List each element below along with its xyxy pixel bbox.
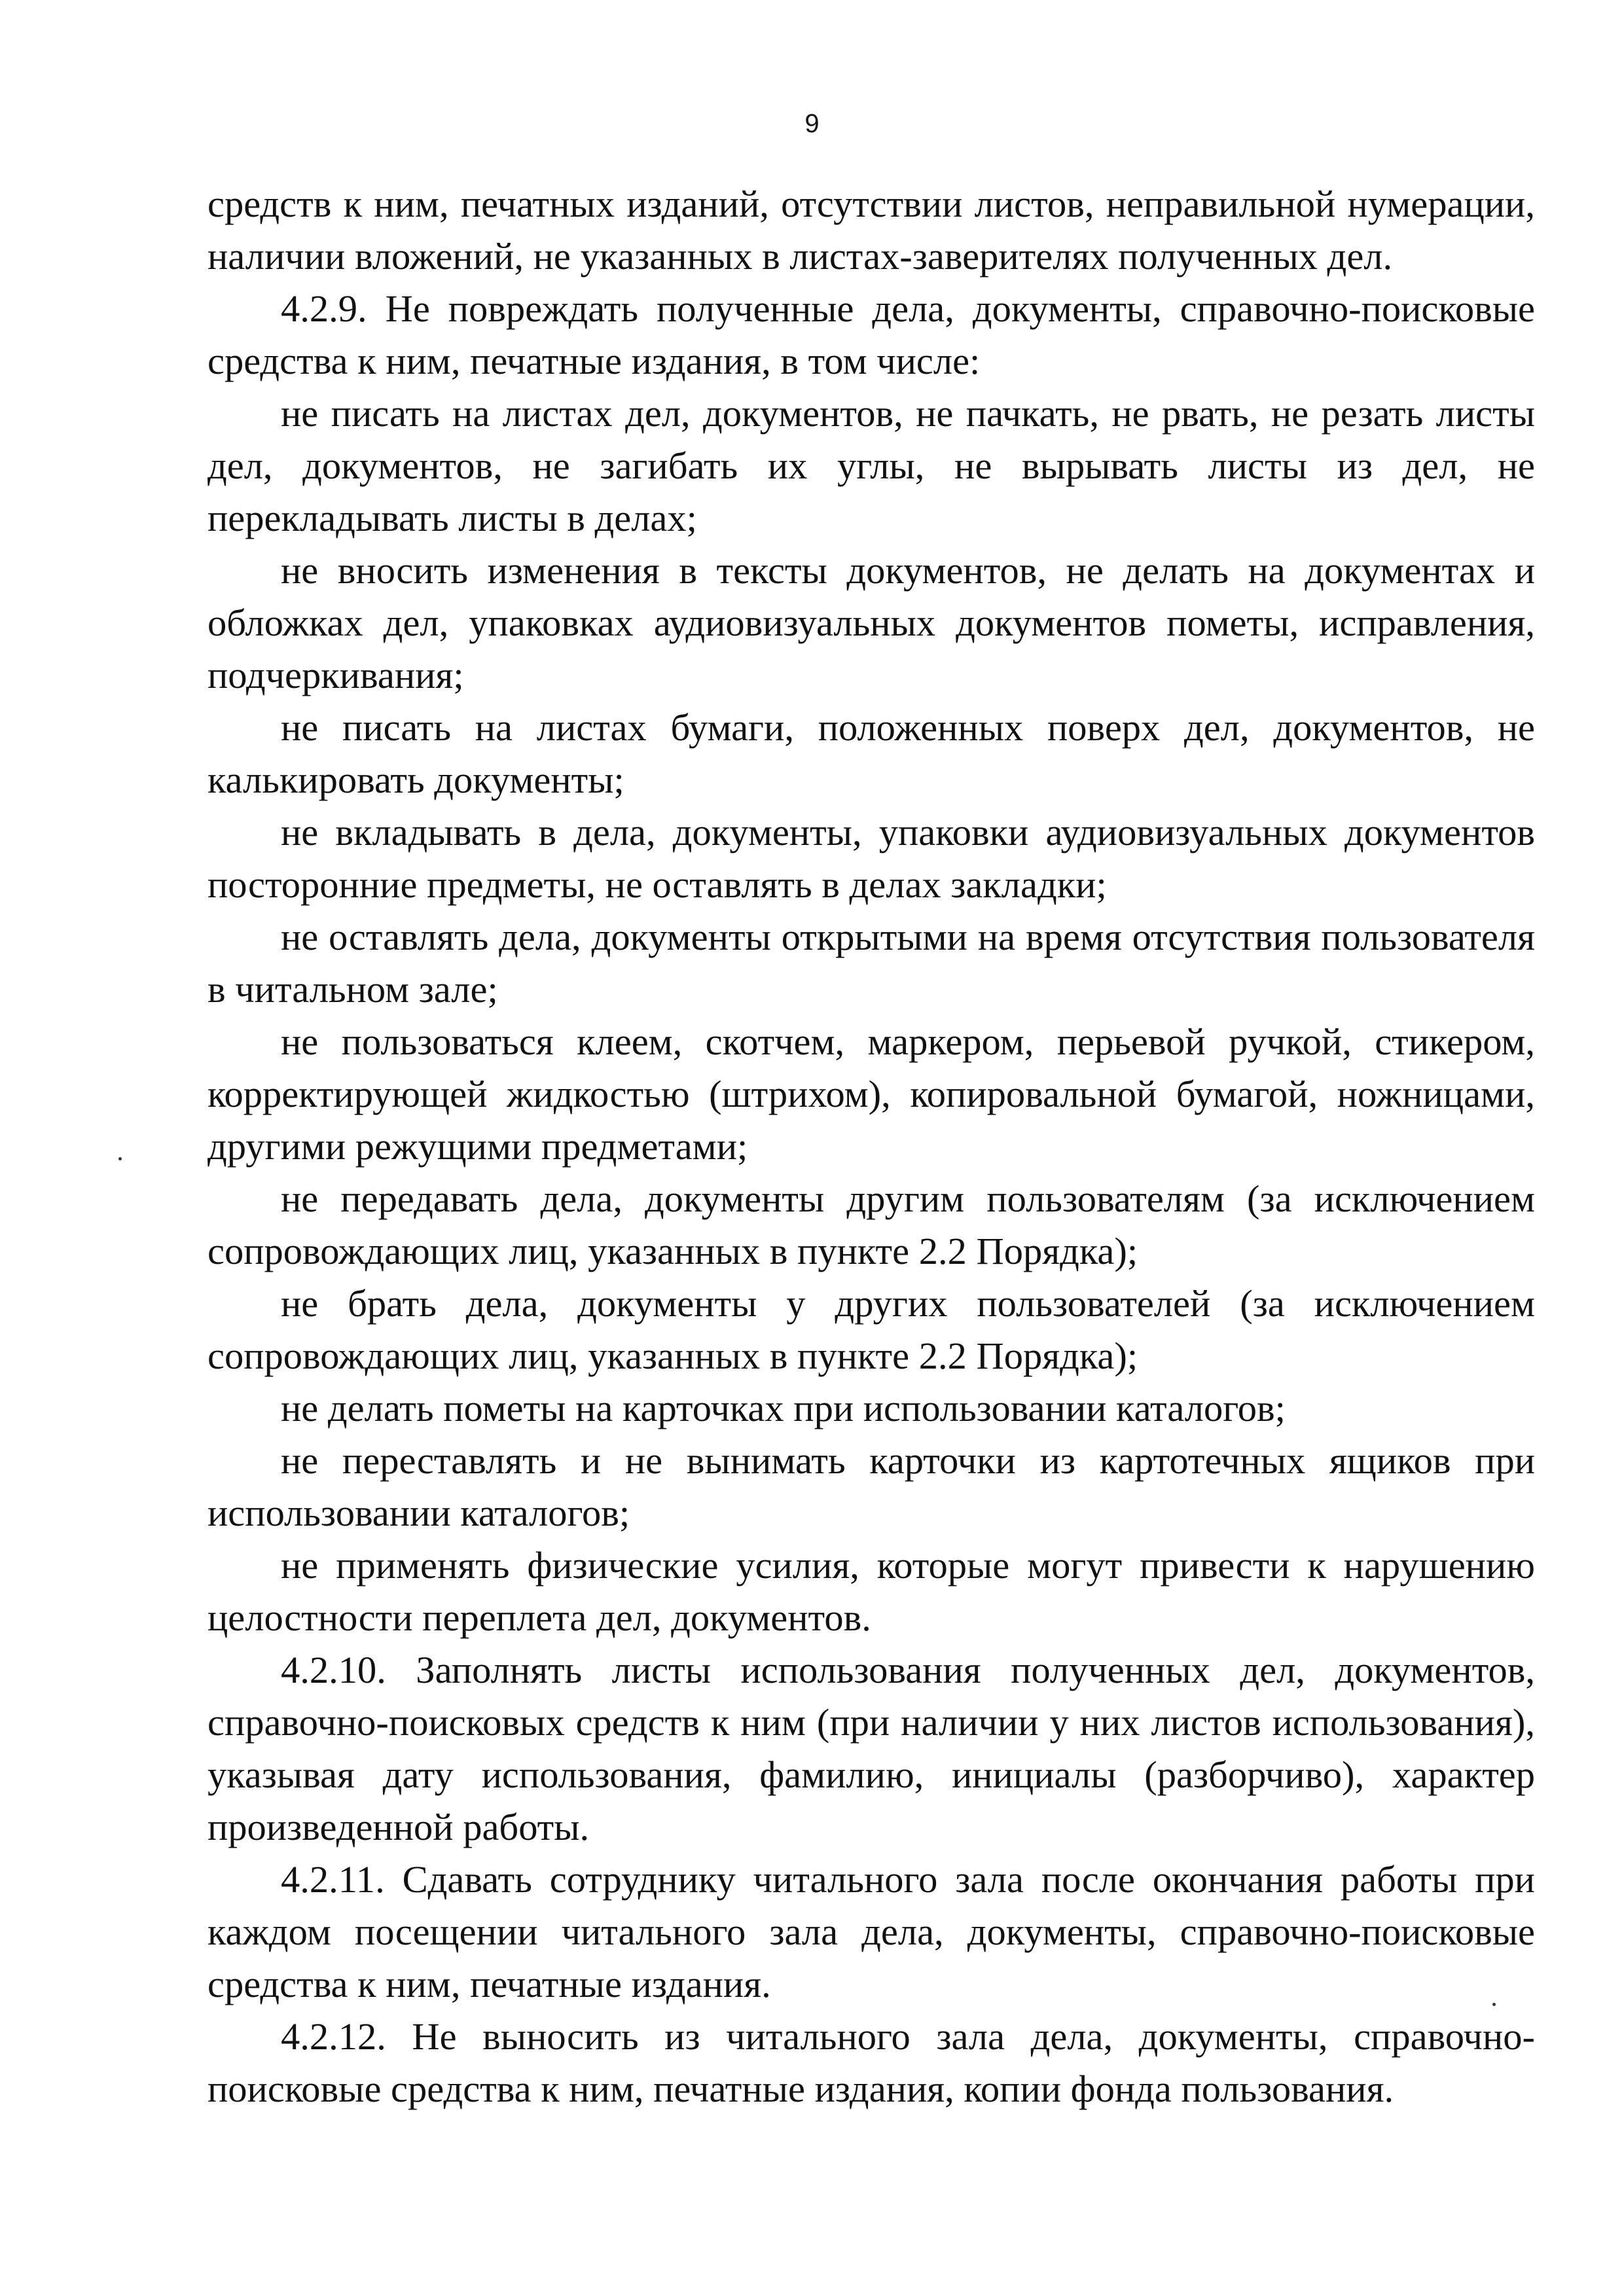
list-item-no-tools: не пользоваться клеем, скотчем, маркером, перьевой ручкой, стикером, корректирующей жидкостью (штрихом), копировальной бумагой, ножницами, другими режущими предметами; — [208, 1020, 1535, 1168]
scan-speck — [118, 1157, 122, 1160]
paragraph-continuation: средств к ним, печатных изданий, отсутствии листов, неправильной нумерации, наличии вложений, не указанных в листах-заверителях полученных дел. — [208, 183, 1535, 278]
document-body — [208, 178, 1535, 2115]
list-item-no-force: не применять физические усилия, которые могут привести к нарушению целостности переплета дел, документов. — [208, 1544, 1535, 1639]
list-item-no-leaving-open: не оставлять дела, документы открытыми на время отсутствия пользователя в читальном зале; — [208, 916, 1535, 1011]
list-item-no-card-removal: не переставлять и не вынимать карточки из картотечных ящиков при использовании каталогов; — [208, 1439, 1535, 1534]
paragraph-4-2-11: 4.2.11. Сдавать сотруднику читального зала после окончания работы при каждом посещении читального зала дела, документы, справочно-поисковые средства к ним, печатные издания. — [208, 1858, 1535, 2005]
list-item-no-changes: не вносить изменения в тексты документов, не делать на документах и обложках дел, упаковках аудиовизуальных документов пометы, исправления, подчеркивания; — [208, 549, 1535, 696]
paragraph-4-2-9: 4.2.9. Не повреждать полученные дела, документы, справочно-поисковые средства к ним, печатные издания, в том числе: — [208, 287, 1535, 382]
paragraph-4-2-12: 4.2.12. Не выносить из читального зала дела, документы, справочно-поисковые средства к ним, печатные издания, копии фонда пользования. — [208, 2015, 1535, 2110]
paragraph-4-2-10: 4.2.10. Заполнять листы использования полученных дел, документов, справочно-поисковых средств к ним (при наличии у них листов использования), указывая дату использования, фамилию, инициалы (разборчиво), характер произведенной работы. — [208, 1649, 1535, 1848]
list-item-no-card-marks: не делать пометы на карточках при использовании каталогов; — [281, 1387, 1286, 1429]
scan-speck — [1492, 2003, 1496, 2006]
list-item-no-tracing: не писать на листах бумаги, положенных поверх дел, документов, не калькировать документы; — [208, 706, 1535, 801]
list-item-no-writing: не писать на листах дел, документов, не пачкать, не рвать, не резать листы дел, документов, не загибать их углы, не вырывать листы из дел, не перекладывать листы в делах; — [208, 392, 1535, 539]
list-item-no-taking: не брать дела, документы у других пользователей (за исключением сопровождающих лиц, указанных в пункте 2.2 Порядка); — [208, 1282, 1535, 1377]
list-item-no-passing: не передавать дела, документы другим пользователям (за исключением сопровождающих лиц, указанных в пункте 2.2 Порядка); — [208, 1177, 1535, 1272]
page-number: 9 — [804, 109, 820, 138]
list-item-no-foreign-objects: не вкладывать в дела, документы, упаковки аудиовизуальных документов посторонние предметы, не оставлять в делах закладки; — [208, 811, 1535, 906]
